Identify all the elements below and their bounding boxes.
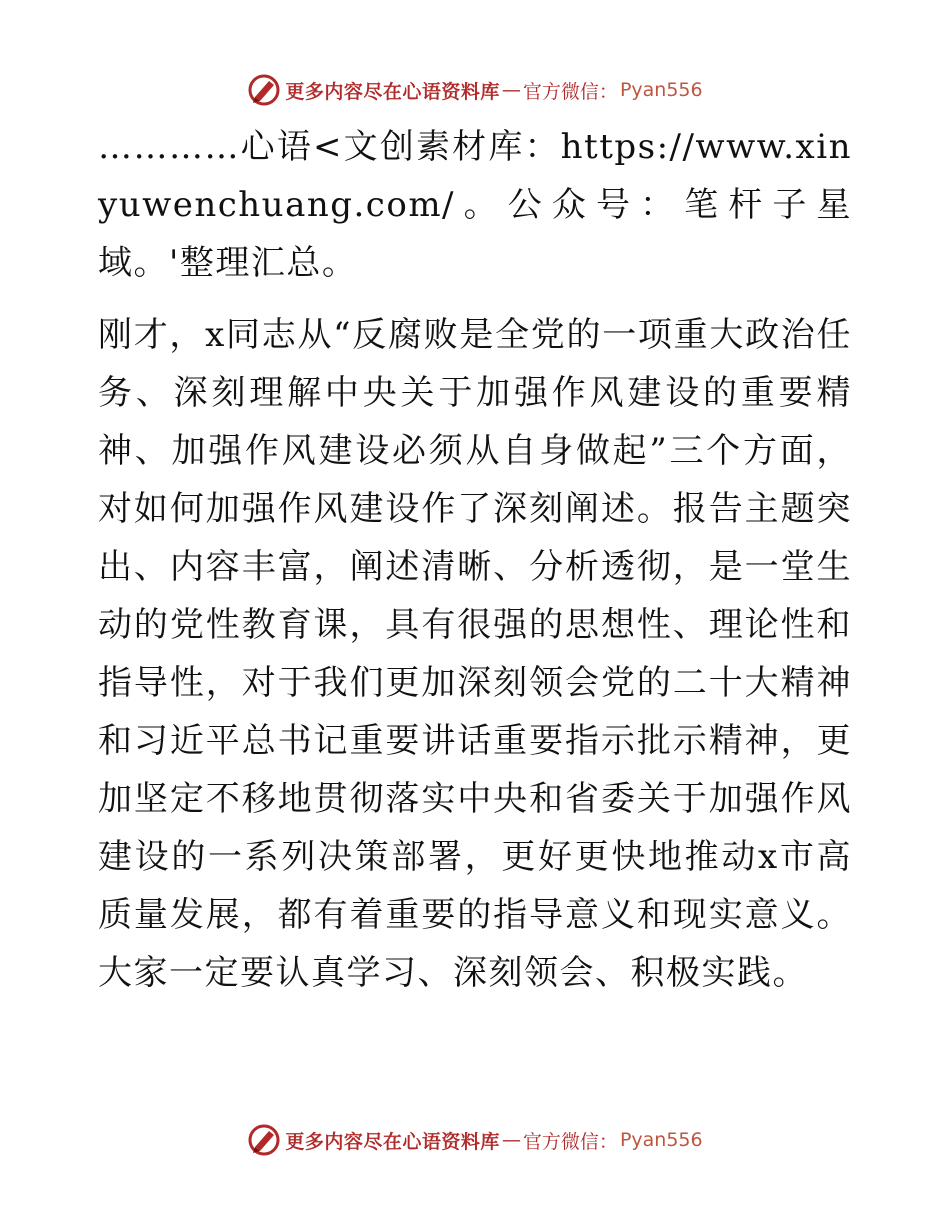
banner-separator: — [501, 79, 521, 101]
banner-wechat-label: 官方微信： [522, 1130, 618, 1153]
intro-paragraph: …………心语<文创素材库：https://www.xinyuwenchuang.com/。公众号：笔杆子星域。'整理汇总。 [98, 127, 852, 283]
banner-title: 更多内容尽在心语资料库 [285, 80, 500, 103]
banner-wechat-id: Pyan556 [619, 1129, 703, 1151]
banner-wechat-id: Pyan556 [619, 79, 703, 101]
pen-logo-icon [247, 73, 281, 107]
banner-wechat-label: 官方微信： [522, 80, 618, 103]
footer-banner [0, 1120, 950, 1160]
main-paragraph: 刚才，x同志从“反腐败是全党的一项重大政治任务、深刻理解中央关于加强作风建设的重要精神、加强作风建设必须从自身做起”三个方面，对如何加强作风建设作了深刻阐述。报告主题突出、内容丰富，阐述清晰、分析透彻，是一堂生动的党性教育课，具有很强的思想性、理论性和指导性，对于我们更加深刻领会党的二十大精神和习近平总书记重要讲话重要指示批示精神，更加坚定不移地贯彻落实中央和省委关于加强作风建设的一系列决策部署，更好更快地推动x市高质量发展，都有着重要的指导意义和现实意义。大家一定要认真学习、深刻领会、积极实践。 [98, 315, 852, 993]
header-banner [0, 70, 950, 110]
banner-title: 更多内容尽在心语资料库 [285, 1130, 500, 1153]
document-body [98, 118, 852, 1002]
pen-logo-icon [247, 1123, 281, 1157]
banner-separator: — [501, 1129, 521, 1151]
